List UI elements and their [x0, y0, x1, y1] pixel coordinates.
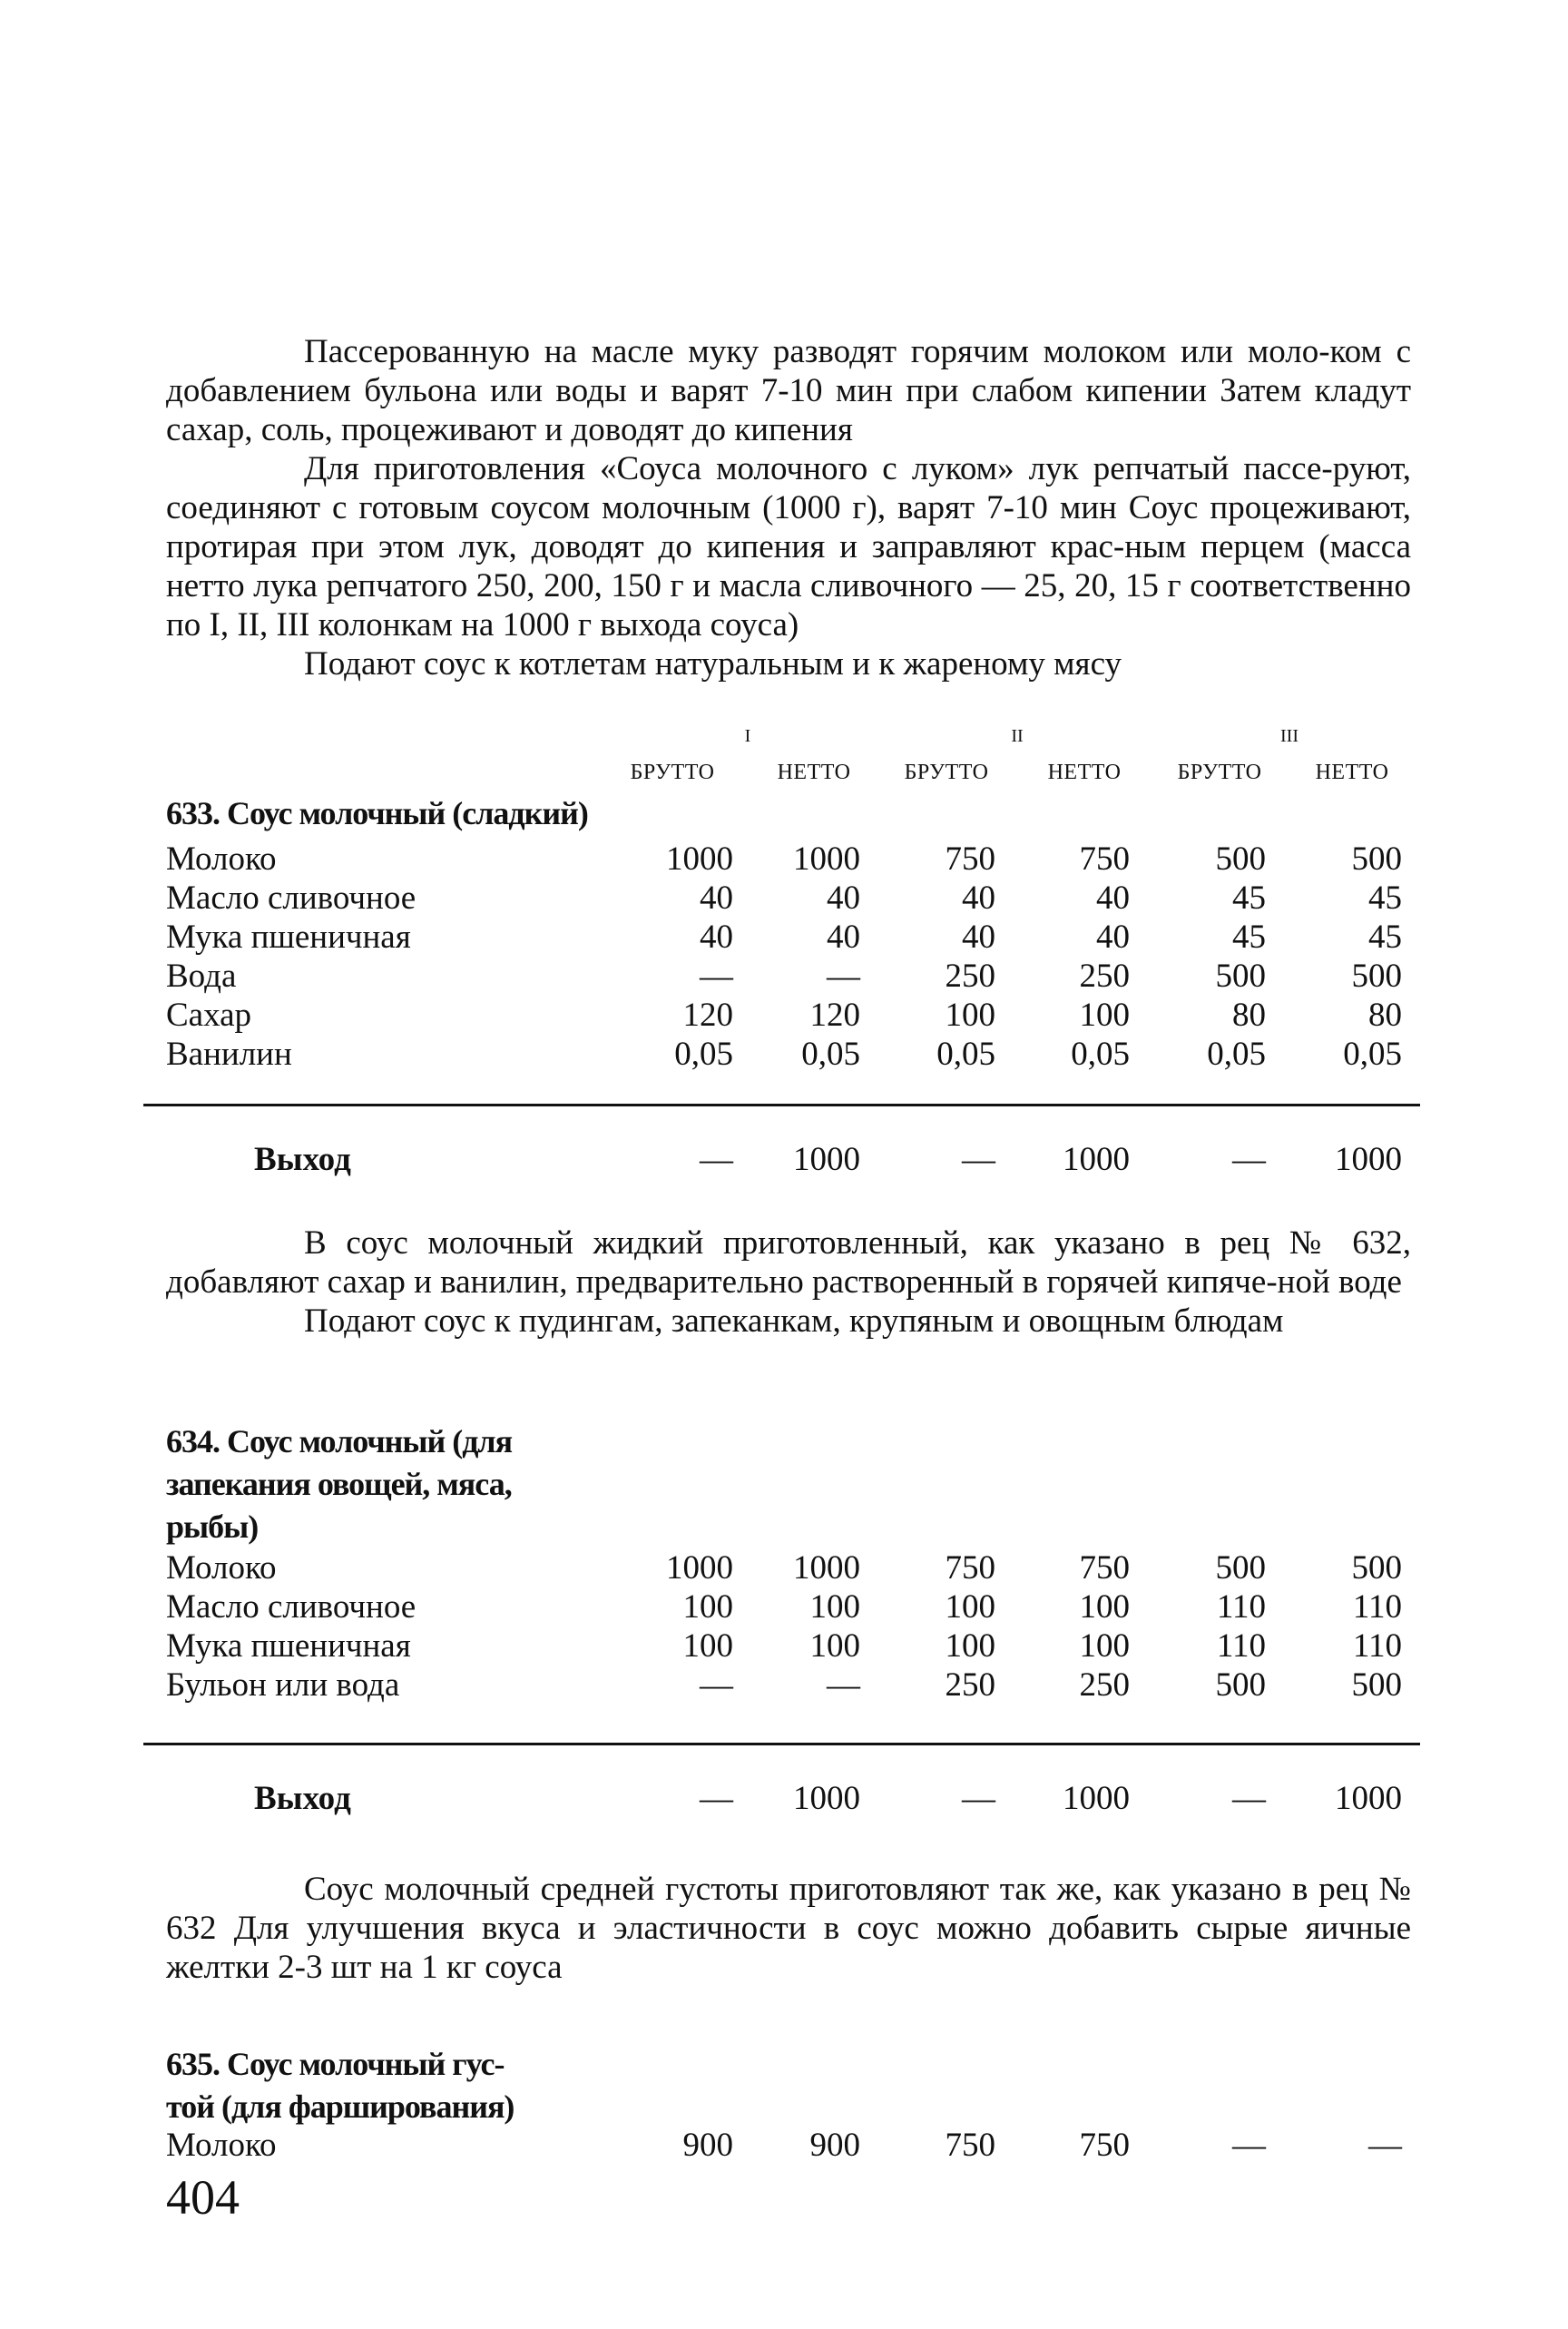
- recipe-635-title-line-2: той (для фарширования): [166, 2088, 514, 2125]
- intro-paragraph-3: Подают соус к котлетам натуральным и к жареному мясу: [304, 645, 1122, 683]
- recipe-633-notes: [166, 1223, 1411, 1341]
- table-row: Масло сливочное 100 100 100 100 110 110: [166, 1588, 1402, 1626]
- table-row: Сахар 120 120 100 100 80 80: [166, 997, 1402, 1034]
- table-row: Молоко 1000 1000 750 750 500 500: [166, 1549, 1402, 1587]
- table-row: Вода — — 250 250 500 500: [166, 958, 1402, 995]
- table-row: Масло сливочное 40 40 40 40 45 45: [166, 880, 1402, 917]
- recipe-634-title-line-1: 634. Соус молочный (для: [166, 1423, 513, 1459]
- column-netto-1: НЕТТО: [777, 761, 851, 784]
- table-divider: [143, 1104, 1420, 1106]
- column-brutto-1: БРУТТО: [630, 761, 715, 784]
- table-row: Молоко 900 900 750 750 — —: [166, 2127, 1402, 2164]
- page-number: 404: [166, 2170, 240, 2225]
- column-brutto-2: БРУТТО: [904, 761, 989, 784]
- recipe-634-title-line-2: запекания овощей, мяса,: [166, 1466, 512, 1502]
- table-divider: [143, 1743, 1420, 1745]
- output-row: Выход — 1000 — 1000 — 1000: [254, 1780, 1402, 1817]
- column-group-iii: III: [1280, 726, 1298, 746]
- recipe-633-note-1: В соус молочный жидкий приготовленный, как указано в рец № 632, добавляют сахар и ванилин, предварительно растворенный в горячей кипяче-ной воде: [166, 1224, 1411, 1301]
- intro-paragraph-1: Пассерованную на масле муку разводят горячим молоком или моло-ком с добавлением бульона или воды и варят 7-10 мин при слабом кипении Затем кладут сахар, соль, процеживают и доводят до кипения: [166, 333, 1411, 448]
- intro-text: [166, 332, 1411, 683]
- column-brutto-3: БРУТТО: [1177, 761, 1262, 784]
- recipe-633-note-2: Подают соус к пудингам, запеканкам, крупяным и овощным блюдам: [304, 1302, 1284, 1340]
- recipe-635-title-line-1: 635. Соус молочный гус-: [166, 2046, 505, 2082]
- column-netto-2: НЕТТО: [1047, 761, 1122, 784]
- output-row: Выход — 1000 — 1000 — 1000: [254, 1141, 1402, 1178]
- column-group-i: I: [744, 726, 751, 746]
- recipe-634-title-line-3: рыбы): [166, 1508, 259, 1545]
- table-row: Бульон или вода — — 250 250 500 500: [166, 1666, 1402, 1704]
- intro-paragraph-2: Для приготовления «Соуса молочного с луком» лук репчатый пассе-руют, соединяют с готовым соусом молочным (1000 г), варят 7-10 мин Соус процеживают, протирая при этом лук, доводят до кипения и заправляют крас-ным перцем (масса нетто лука репчатого 250, 200, 150 г и масла сливочного — 25, 20, 15 г соответственно по I, II, III колонкам на 1000 г выхода соуса): [166, 450, 1411, 644]
- table-row: Молоко 1000 1000 750 750 500 500: [166, 840, 1402, 878]
- recipe-633-title: 633. Соус молочный (сладкий): [166, 795, 588, 831]
- column-group-ii: II: [1011, 726, 1024, 746]
- column-netto-3: НЕТТО: [1315, 761, 1389, 784]
- table-row: Мука пшеничная 40 40 40 40 45 45: [166, 919, 1402, 956]
- recipe-634-notes: [166, 1870, 1411, 1987]
- table-row: Ванилин 0,05 0,05 0,05 0,05 0,05 0,05: [166, 1036, 1402, 1073]
- recipe-634-note: Соус молочный средней густоты приготовляют так же, как указано в рец № 632 Для улучшения вкуса и эластичности в соус можно добавить сырые яичные желтки 2-3 шт на 1 кг соуса: [166, 1871, 1411, 1986]
- table-row: Мука пшеничная 100 100 100 100 110 110: [166, 1627, 1402, 1665]
